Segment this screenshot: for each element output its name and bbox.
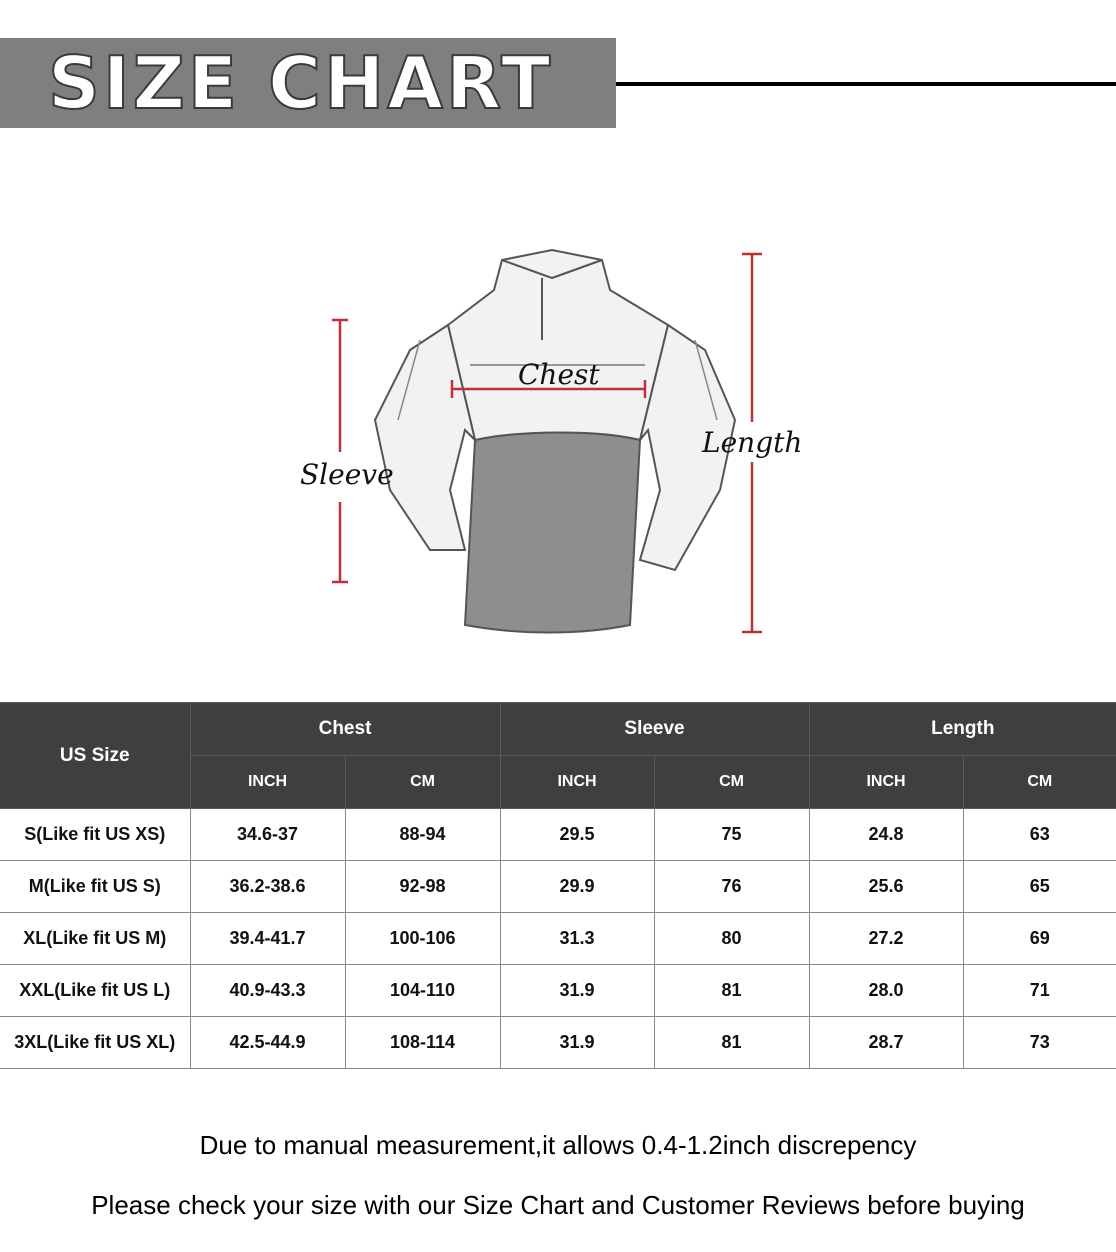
value-cell: 34.6-37 — [190, 809, 345, 861]
measurement-note: Due to manual measurement,it allows 0.4-1.2inch discrepency — [199, 1130, 917, 1160]
value-cell: 63 — [963, 809, 1116, 861]
unit-header: INCH — [500, 756, 654, 809]
size-cell: S(Like fit US XS) — [0, 809, 190, 861]
value-cell: 25.6 — [809, 861, 963, 913]
table-row — [0, 861, 1116, 913]
value-cell: 65 — [963, 861, 1116, 913]
length-label: Length — [702, 426, 803, 459]
value-cell: 40.9-43.3 — [190, 965, 345, 1017]
value-cell: 29.5 — [500, 809, 654, 861]
table-row — [0, 965, 1116, 1017]
size-table — [0, 702, 1116, 1069]
value-cell: 92-98 — [345, 861, 500, 913]
value-cell: 104-110 — [345, 965, 500, 1017]
value-cell: 80 — [654, 913, 809, 965]
value-cell: 69 — [963, 913, 1116, 965]
value-cell: 28.0 — [809, 965, 963, 1017]
header-rule — [616, 82, 1116, 86]
size-cell: XXL(Like fit US L) — [0, 965, 190, 1017]
unit-header: INCH — [809, 756, 963, 809]
chest-group-header: Chest — [190, 703, 500, 756]
value-cell: 81 — [654, 1017, 809, 1069]
chest-label: Chest — [518, 358, 600, 391]
value-cell: 73 — [963, 1017, 1116, 1069]
size-cell: M(Like fit US S) — [0, 861, 190, 913]
length-group-header: Length — [809, 703, 1116, 756]
sleeve-group-header: Sleeve — [500, 703, 809, 756]
value-cell: 75 — [654, 809, 809, 861]
value-cell: 100-106 — [345, 913, 500, 965]
shirt-lower-body — [465, 433, 640, 633]
value-cell: 24.8 — [809, 809, 963, 861]
us-size-header: US Size — [0, 703, 190, 809]
value-cell: 29.9 — [500, 861, 654, 913]
shirt-upper-body — [448, 250, 668, 440]
size-cell: XL(Like fit US M) — [0, 913, 190, 965]
value-cell: 36.2-38.6 — [190, 861, 345, 913]
value-cell: 88-94 — [345, 809, 500, 861]
table-group-header-row — [0, 703, 1116, 756]
value-cell: 76 — [654, 861, 809, 913]
table-row — [0, 809, 1116, 861]
shirt-measurement-diagram — [280, 230, 840, 660]
value-cell: 39.4-41.7 — [190, 913, 345, 965]
shirt-diagram-svg — [280, 230, 840, 660]
header-banner — [0, 38, 616, 128]
value-cell: 27.2 — [809, 913, 963, 965]
value-cell: 81 — [654, 965, 809, 1017]
value-cell: 31.9 — [500, 1017, 654, 1069]
value-cell: 42.5-44.9 — [190, 1017, 345, 1069]
value-cell: 108-114 — [345, 1017, 500, 1069]
unit-header: INCH — [190, 756, 345, 809]
value-cell: 31.9 — [500, 965, 654, 1017]
sleeve-label: Sleeve — [300, 458, 394, 491]
size-cell: 3XL(Like fit US XL) — [0, 1017, 190, 1069]
unit-header: CM — [345, 756, 500, 809]
unit-header: CM — [963, 756, 1116, 809]
unit-header: CM — [654, 756, 809, 809]
table-row — [0, 913, 1116, 965]
buying-advice-note: Please check your size with our Size Chart and Customer Reviews before buying — [91, 1190, 1025, 1220]
value-cell: 71 — [963, 965, 1116, 1017]
page-title: SIZE CHART — [48, 41, 554, 125]
value-cell: 31.3 — [500, 913, 654, 965]
value-cell: 28.7 — [809, 1017, 963, 1069]
table-row — [0, 1017, 1116, 1069]
